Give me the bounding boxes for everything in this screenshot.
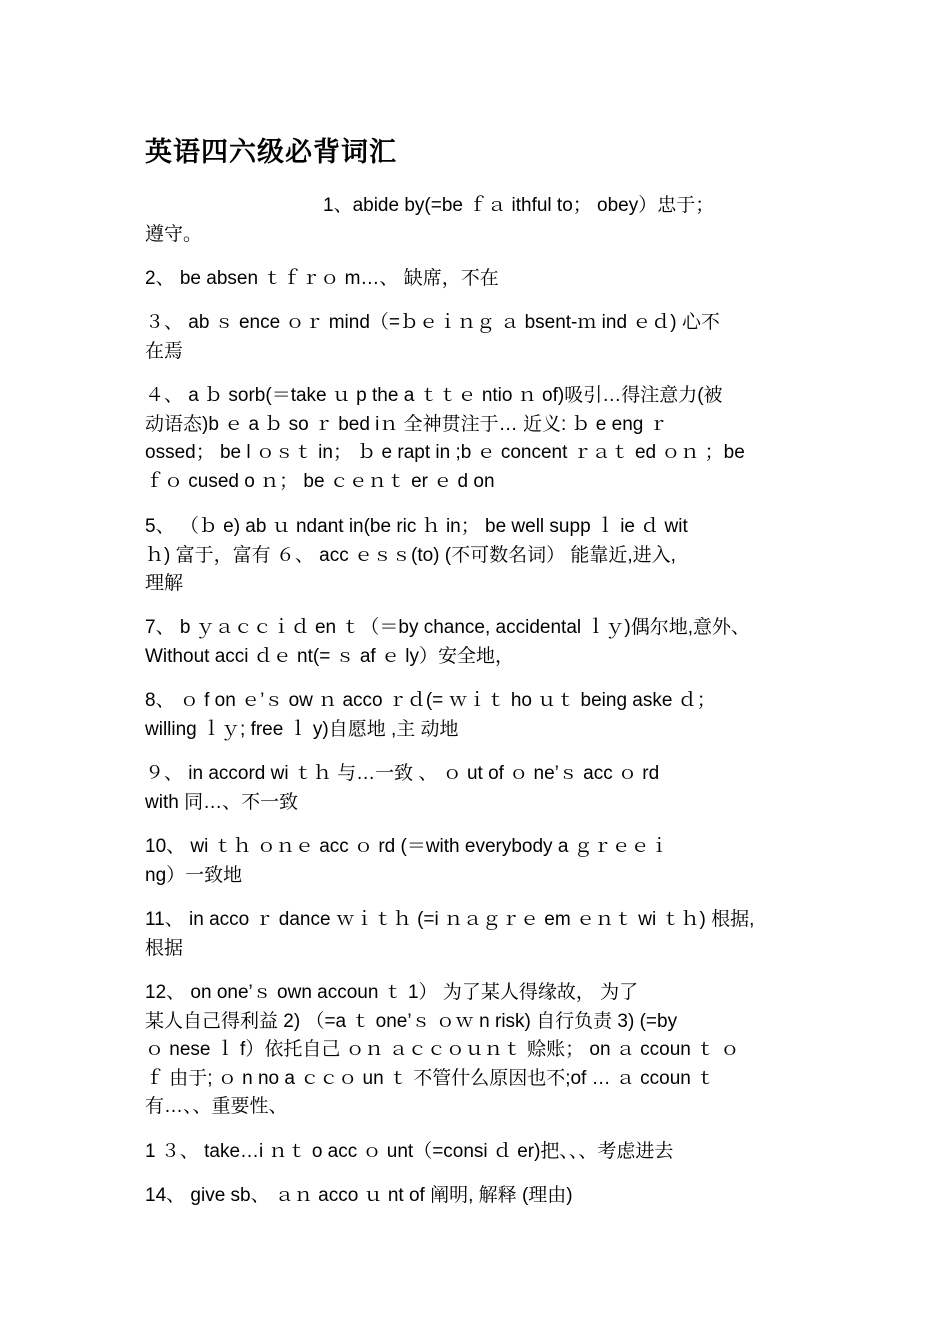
entry-7: [145, 614, 810, 671]
entry-line: ｆｏ cused o ｎ； be ｃｅｎｔ er ｅ d on: [145, 470, 495, 492]
entry-line: with 同…、不一致: [145, 791, 299, 813]
entry-1: [145, 192, 810, 249]
entry-line: 根据: [145, 937, 184, 959]
entry-line: 1 ３、 take…i ｎｔ o acc ｏ unt（=consi ｄ er)把、、、考虑进去: [145, 1141, 674, 1162]
entry-8: [145, 687, 810, 744]
entry-line: 5、 （ｂ e) ab ｕ ndant in(be ric ｈ in； be well supp ｌ ie ｄ wit: [145, 516, 688, 537]
entry-9: [145, 760, 810, 817]
entry-line: ｆ 由于; ｏ n no a ｃｃｏ un ｔ 不管什么原因也不;of … ａ ccoun ｔ: [145, 1067, 716, 1089]
entry-line: 14、 give sb、 ａｎ acco ｕ nt of 阐明, 解释 (理由): [145, 1185, 573, 1206]
entry-3: [145, 309, 810, 366]
entry-line: ng）一致地: [145, 864, 243, 886]
entry-line: 在焉: [145, 340, 184, 362]
entry-line: willing ｌｙ; free ｌ y)自愿地 ,主 动地: [145, 718, 459, 740]
entry-11: [145, 906, 810, 963]
entry-5: [145, 513, 810, 599]
entry-line: 12、 on one’ｓ own accoun ｔ 1） 为了某人得缘故， 为了: [145, 982, 639, 1003]
entry-line: ９、 in accord wi ｔｈ 与…一致 、 ｏ ut of ｏ ne’ｓ acc ｏ rd: [145, 763, 660, 784]
entry-line: Without acci ｄｅ nt(= ｓ af ｅ ly）安全地，: [145, 645, 514, 667]
entry-10: [145, 833, 810, 890]
entry-line: 11、 in acco ｒ dance ｗｉｔｈ (=i ｎａｇｒｅ em ｅｎｔ wi ｔｈ) 根据,: [145, 909, 755, 930]
entry-line: ossed； be l ｏｓｔ in； ｂ e rapt in ;b ｅ concent ｒａｔ ed ｏｎ ；be: [145, 442, 745, 463]
entry-line: 10、 wi ｔｈ ｏｎｅ acc ｏ rd (＝with everybody a ｇｒｅｅｉ: [145, 836, 669, 857]
entry-line: 某人自己得利益 2) （=a ｔ one’ｓ ｏｗ n risk) 自行负责 3) (=by: [145, 1010, 678, 1032]
entry-12: [145, 979, 810, 1122]
entry-line: 遵守。: [145, 223, 203, 245]
entry-line: 1、abide by(=be ｆａ ithful to； obey）忠于；: [323, 195, 715, 216]
entry-line: 理解: [145, 573, 184, 594]
entry-line: 8、 ｏ f on ｅ’ｓ ow ｎ acco ｒｄ(= ｗｉｔ ho ｕｔ being aske ｄ；: [145, 690, 716, 711]
entry-line: ３、 ab ｓ ence ｏｒ mind（=ｂｅｉｎｇ ａ bsent-ｍ ind ｅｄ) 心不: [145, 312, 720, 333]
entry-14: [145, 1182, 810, 1211]
entry-line: ｏ nese ｌ f）依托自己 ｏｎ ａｃｃｏｕｎｔ 赊账； on ａ ccoun ｔ ｏ: [145, 1039, 740, 1060]
entry-line: 动语态)b ｅ a ｂ so ｒ bed iｎ 全神贯注于… 近义: ｂ e eng ｒ: [145, 413, 668, 435]
entry-4: [145, 382, 810, 496]
entry-line: 7、 b ｙａｃｃｉｄ en ｔ（＝by chance, accidental ｌｙ)偶尔地,意外、: [145, 617, 750, 638]
page-title: 英语四六级必背词汇: [145, 137, 397, 168]
entry-line: 2、 be absen ｔｆｒｏ m…、 缺席，不在: [145, 268, 499, 289]
entry-line: 有…、、重要性、: [145, 1096, 288, 1117]
entry-line: ４、 a ｂ sorb(＝take ｕ p the a ｔｔｅ ntio ｎ of)吸引…得注意力(被: [145, 385, 723, 406]
entry-line: ｈ) 富于，富有 ６、 acc ｅｓｓ(to) (不可数名词） 能靠近,进入,: [145, 544, 676, 566]
entry-2: [145, 265, 810, 294]
entry-13: [145, 1138, 810, 1167]
